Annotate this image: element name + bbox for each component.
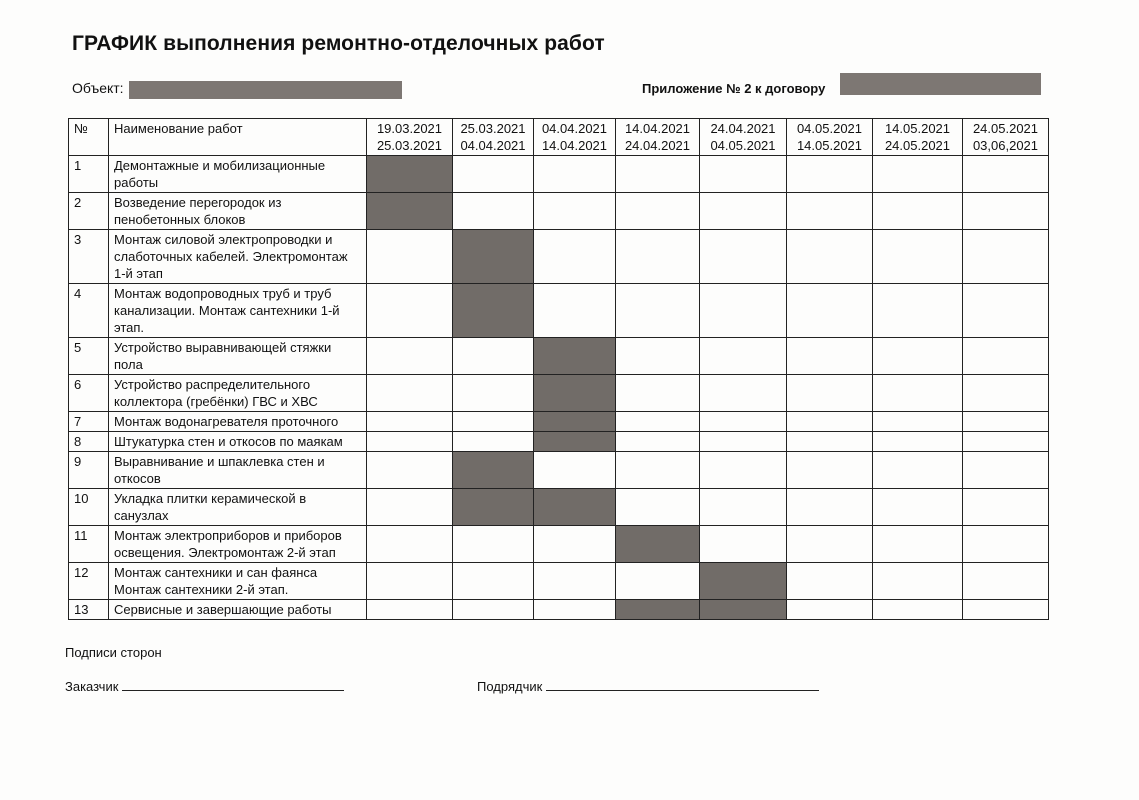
row-number: 3 (69, 230, 109, 284)
name-header: Наименование работ (109, 119, 367, 156)
schedule-cell (873, 526, 963, 563)
schedule-cell (367, 412, 453, 432)
period-header (367, 119, 453, 156)
signatures-heading: Подписи сторон (65, 645, 162, 660)
schedule-cell (616, 412, 700, 432)
schedule-cell (616, 489, 700, 526)
schedule-cell (367, 452, 453, 489)
schedule-cell (963, 526, 1049, 563)
period-from: 19.03.2021 (376, 121, 443, 136)
schedule-cell (616, 452, 700, 489)
schedule-cell (453, 338, 534, 375)
schedule-cell (534, 452, 616, 489)
row-number: 9 (69, 452, 109, 489)
customer-signature-line (122, 676, 344, 691)
schedule-cell (873, 600, 963, 620)
schedule-cell (963, 600, 1049, 620)
period-from: 14.05.2021 (884, 121, 951, 136)
period-to: 04.04.2021 (460, 138, 526, 153)
schedule-cell (534, 563, 616, 600)
schedule-cell (367, 563, 453, 600)
schedule-cell (963, 338, 1049, 375)
schedule-cell (963, 375, 1049, 412)
schedule-cell (873, 230, 963, 284)
schedule-cell (453, 193, 534, 230)
schedule-cell (534, 284, 616, 338)
work-name: Монтаж водонагревателя проточного (109, 412, 367, 432)
schedule-cell (367, 526, 453, 563)
schedule-cell (700, 375, 787, 412)
schedule-cell (534, 193, 616, 230)
schedule-cell (453, 563, 534, 600)
schedule-cell-filled (616, 526, 700, 563)
period-to: 14.05.2021 (796, 138, 863, 153)
schedule-cell (453, 526, 534, 563)
period-header (534, 119, 616, 156)
schedule-cell (616, 230, 700, 284)
schedule-cell-filled (534, 412, 616, 432)
schedule-cell (787, 230, 873, 284)
period-from: 25.03.2021 (460, 121, 526, 136)
table-row (69, 563, 1049, 600)
schedule-cell (787, 412, 873, 432)
schedule-cell (963, 412, 1049, 432)
table-row (69, 526, 1049, 563)
object-label: Объект: (72, 80, 124, 96)
schedule-cell (534, 230, 616, 284)
contractor-signature-line (546, 676, 819, 691)
period-header (787, 119, 873, 156)
schedule-cell (787, 563, 873, 600)
work-name: Устройство распределительного коллектора (гребёнки) ГВС и ХВС (109, 375, 367, 412)
schedule-cell (787, 156, 873, 193)
schedule-cell (963, 452, 1049, 489)
schedule-cell (700, 338, 787, 375)
row-number: 13 (69, 600, 109, 620)
row-number: 6 (69, 375, 109, 412)
schedule-cell (534, 600, 616, 620)
period-to: 14.04.2021 (541, 138, 608, 153)
row-number: 4 (69, 284, 109, 338)
table-row (69, 432, 1049, 452)
schedule-cell (700, 156, 787, 193)
period-from: 24.05.2021 (972, 121, 1039, 136)
schedule-cell-filled (453, 284, 534, 338)
row-number: 1 (69, 156, 109, 193)
schedule-cell (873, 284, 963, 338)
work-name: Монтаж электроприборов и приборов освещения. Электромонтаж 2-й этап (109, 526, 367, 563)
work-name: Выравнивание и шпаклевка стен и откосов (109, 452, 367, 489)
contractor-signature (477, 676, 819, 694)
schedule-cell-filled (453, 452, 534, 489)
period-to: 24.04.2021 (624, 138, 691, 153)
schedule-cell (700, 230, 787, 284)
schedule-cell (873, 338, 963, 375)
customer-label: Заказчик (65, 679, 119, 694)
period-to: 25.03.2021 (376, 138, 443, 153)
schedule-cell (616, 375, 700, 412)
schedule-cell-filled (367, 193, 453, 230)
work-name: Демонтажные и мобилизационные работы (109, 156, 367, 193)
schedule-cell (367, 489, 453, 526)
schedule-table (68, 118, 1049, 620)
schedule-cell (787, 193, 873, 230)
schedule-cell (700, 526, 787, 563)
table-row (69, 600, 1049, 620)
period-from: 14.04.2021 (624, 121, 691, 136)
table-row (69, 156, 1049, 193)
row-number: 10 (69, 489, 109, 526)
schedule-cell-filled (453, 489, 534, 526)
period-header (616, 119, 700, 156)
row-number: 11 (69, 526, 109, 563)
schedule-cell (534, 156, 616, 193)
schedule-cell (616, 193, 700, 230)
schedule-cell-filled (700, 563, 787, 600)
schedule-cell (453, 600, 534, 620)
schedule-cell (367, 375, 453, 412)
schedule-cell (873, 452, 963, 489)
schedule-cell (367, 284, 453, 338)
schedule-cell (963, 230, 1049, 284)
schedule-cell (873, 412, 963, 432)
schedule-cell (700, 489, 787, 526)
period-from: 04.04.2021 (541, 121, 608, 136)
object-redaction (129, 81, 402, 99)
schedule-cell (787, 526, 873, 563)
schedule-cell (963, 563, 1049, 600)
period-to: 03,06,2021 (972, 138, 1039, 153)
schedule-cell (616, 338, 700, 375)
schedule-cell (963, 193, 1049, 230)
schedule-cell-filled (700, 600, 787, 620)
schedule-cell (787, 284, 873, 338)
schedule-cell (700, 432, 787, 452)
schedule-cell (700, 412, 787, 432)
schedule-cell-filled (534, 432, 616, 452)
schedule-cell (453, 375, 534, 412)
contract-redaction (840, 73, 1041, 95)
schedule-cell (787, 489, 873, 526)
schedule-cell-filled (534, 489, 616, 526)
schedule-cell (367, 600, 453, 620)
work-name: Монтаж силовой электропроводки и слаботочных кабелей. Электромонтаж 1-й этап (109, 230, 367, 284)
appendix-label: Приложение № 2 к договору (642, 81, 826, 96)
schedule-cell-filled (453, 230, 534, 284)
schedule-cell (616, 432, 700, 452)
schedule-cell (873, 193, 963, 230)
customer-signature (65, 676, 344, 694)
schedule-cell (616, 156, 700, 193)
table-header-row (69, 119, 1049, 156)
schedule-cell-filled (616, 600, 700, 620)
period-to: 24.05.2021 (884, 138, 951, 153)
schedule-cell (873, 489, 963, 526)
row-number: 5 (69, 338, 109, 375)
schedule-cell (873, 432, 963, 452)
schedule-cell (616, 563, 700, 600)
schedule-cell (787, 432, 873, 452)
contractor-label: Подрядчик (477, 679, 543, 694)
work-name: Устройство выравнивающей стяжки пола (109, 338, 367, 375)
row-number: 7 (69, 412, 109, 432)
table-row (69, 375, 1049, 412)
row-number: 8 (69, 432, 109, 452)
schedule-cell (787, 338, 873, 375)
period-header (873, 119, 963, 156)
work-name: Сервисные и завершающие работы (109, 600, 367, 620)
work-name: Монтаж сантехники и сан фаянса Монтаж сантехники 2-й этап. (109, 563, 367, 600)
schedule-cell (367, 338, 453, 375)
schedule-cell (873, 375, 963, 412)
row-number: 2 (69, 193, 109, 230)
period-header (963, 119, 1049, 156)
period-header (453, 119, 534, 156)
work-name: Монтаж водопроводных труб и труб канализации. Монтаж сантехники 1-й этап. (109, 284, 367, 338)
schedule-cell (367, 230, 453, 284)
schedule-cell (700, 452, 787, 489)
schedule-cell-filled (534, 338, 616, 375)
table-row (69, 412, 1049, 432)
schedule-cell (873, 563, 963, 600)
num-header: № (69, 119, 109, 156)
table-row (69, 489, 1049, 526)
table-row (69, 338, 1049, 375)
period-to: 04.05.2021 (710, 138, 776, 153)
schedule-cell (873, 156, 963, 193)
schedule-cell (787, 452, 873, 489)
page-title: ГРАФИК выполнения ремонтно-отделочных работ (72, 32, 605, 55)
work-name: Возведение перегородок из пенобетонных блоков (109, 193, 367, 230)
row-number: 12 (69, 563, 109, 600)
schedule-cell (787, 600, 873, 620)
work-name: Штукатурка стен и откосов по маякам (109, 432, 367, 452)
schedule-cell (963, 156, 1049, 193)
table-row (69, 193, 1049, 230)
schedule-cell (453, 432, 534, 452)
schedule-cell (963, 284, 1049, 338)
work-name: Укладка плитки керамической в санузлах (109, 489, 367, 526)
schedule-cell (787, 375, 873, 412)
period-from: 24.04.2021 (710, 121, 776, 136)
schedule-cell (453, 412, 534, 432)
table-row (69, 230, 1049, 284)
period-header (700, 119, 787, 156)
schedule-cell (963, 432, 1049, 452)
schedule-cell (453, 156, 534, 193)
schedule-cell (700, 193, 787, 230)
period-from: 04.05.2021 (796, 121, 863, 136)
schedule-cell (367, 432, 453, 452)
table-row (69, 452, 1049, 489)
schedule-cell (963, 489, 1049, 526)
schedule-cell-filled (534, 375, 616, 412)
table-row (69, 284, 1049, 338)
schedule-cell (616, 284, 700, 338)
schedule-cell (534, 526, 616, 563)
schedule-cell (700, 284, 787, 338)
schedule-cell-filled (367, 156, 453, 193)
